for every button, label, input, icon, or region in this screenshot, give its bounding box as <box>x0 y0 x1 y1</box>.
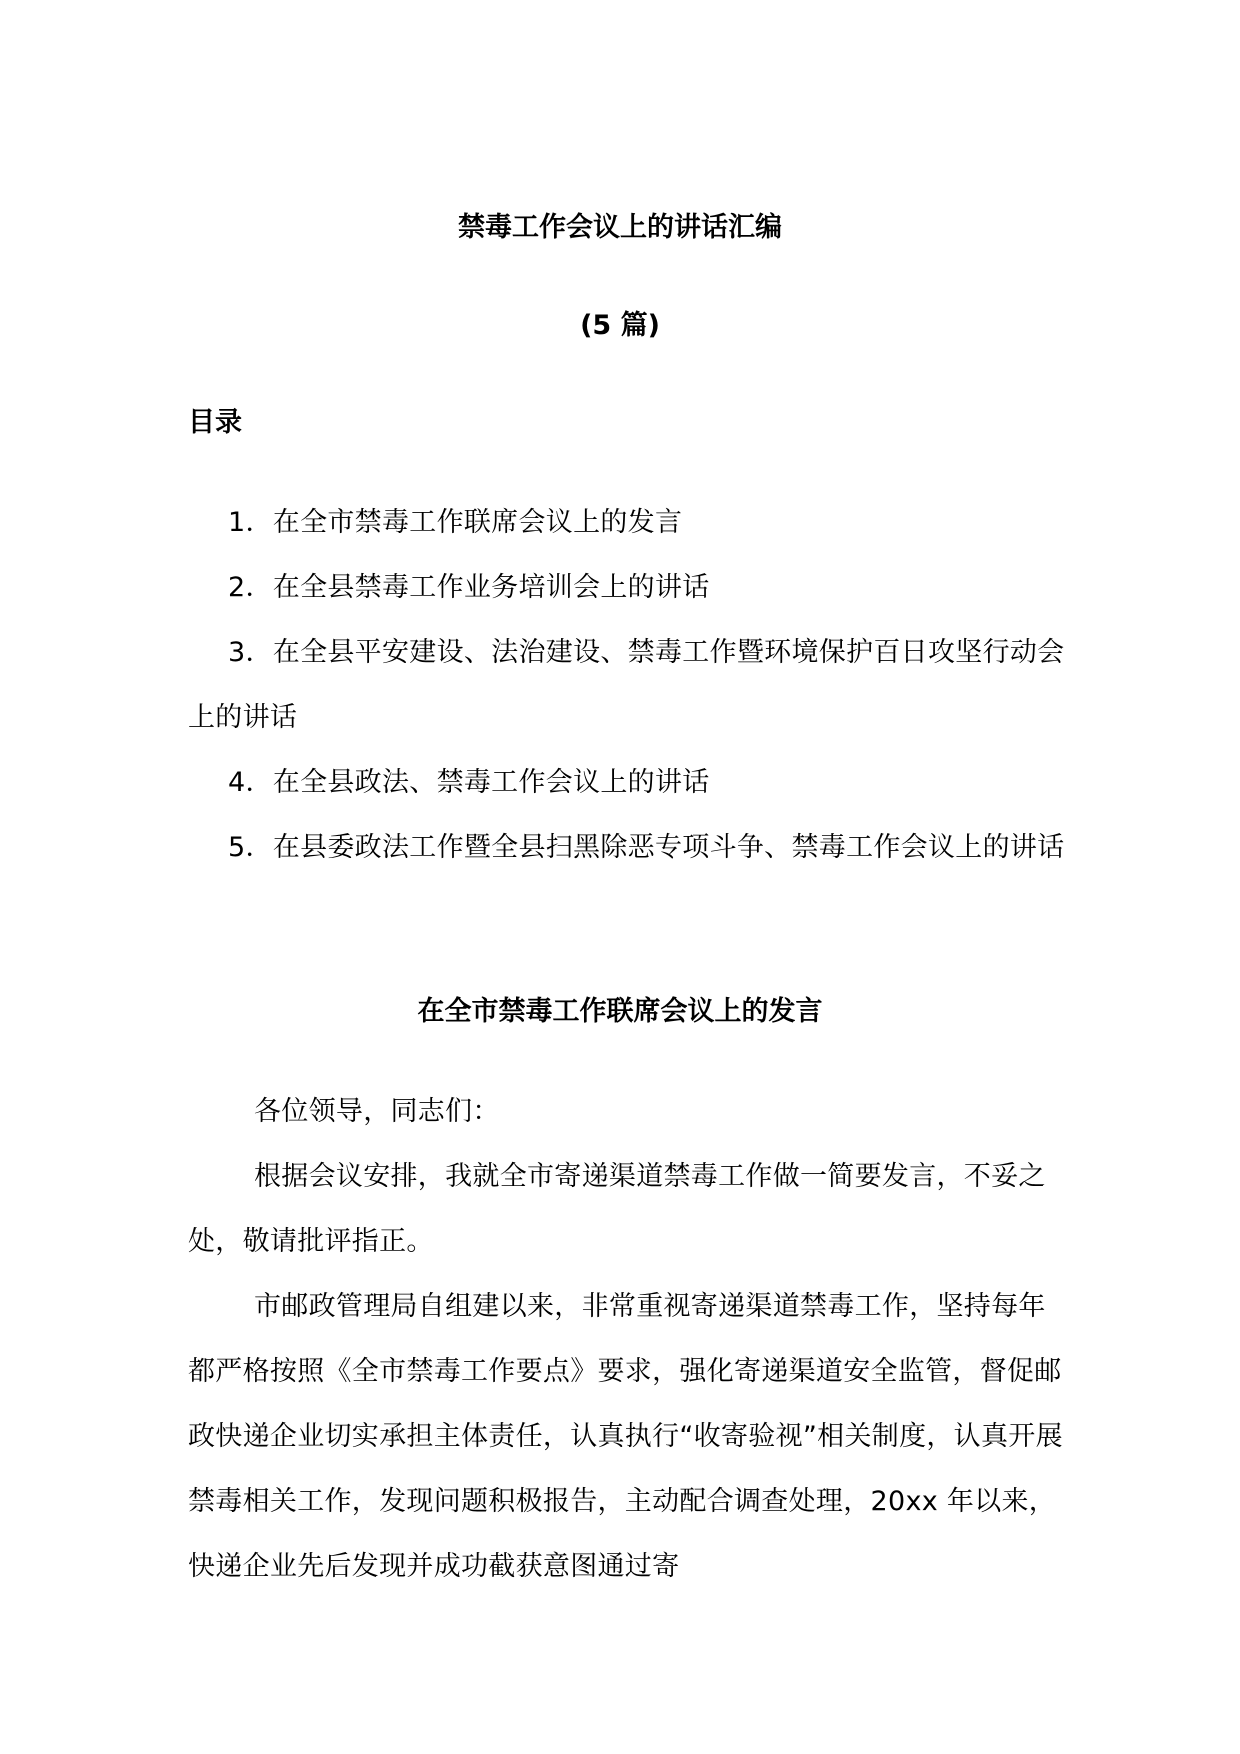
document-subtitle: (5 篇) <box>580 310 660 341</box>
toc-heading: 目录 <box>188 407 242 438</box>
speech-body <box>188 1079 1068 1599</box>
toc-item-3: 3．在全县平安建设、法治建设、禁毒工作暨环境保护百日攻坚行动会上的讲话 <box>188 637 1065 733</box>
section-title: 在全市禁毒工作联席会议上的发言 <box>417 996 823 1027</box>
document-title: 禁毒工作会议上的讲话汇编 <box>458 212 782 243</box>
paragraph-greeting: 各位领导，同志们： <box>254 1096 500 1127</box>
toc-item-2: 2．在全县禁毒工作业务培训会上的讲话 <box>228 572 710 603</box>
toc-item-5: 5．在县委政法工作暨全县扫黑除恶专项斗争、禁毒工作会议上的讲话 <box>228 832 1065 863</box>
table-of-contents <box>188 490 1068 880</box>
paragraph-main: 市邮政管理局自组建以来，非常重视寄递渠道禁毒工作，坚持每年都严格按照《全市禁毒工作要点》要求，强化寄递渠道安全监管，督促邮政快递企业切实承担主体责任，认真执行“收寄验视”相关制度，认真开展禁毒相关工作，发现问题积极报告，主动配合调查处理，20xx 年以来，快递企业先后发现并成功截获意图通过寄 <box>188 1291 1063 1582</box>
toc-item-1: 1．在全市禁毒工作联席会议上的发言 <box>228 507 683 538</box>
toc-item-4: 4．在全县政法、禁毒工作会议上的讲话 <box>228 767 710 798</box>
paragraph-intro: 根据会议安排，我就全市寄递渠道禁毒工作做一简要发言，不妥之处，敬请批评指正。 <box>188 1161 1046 1257</box>
